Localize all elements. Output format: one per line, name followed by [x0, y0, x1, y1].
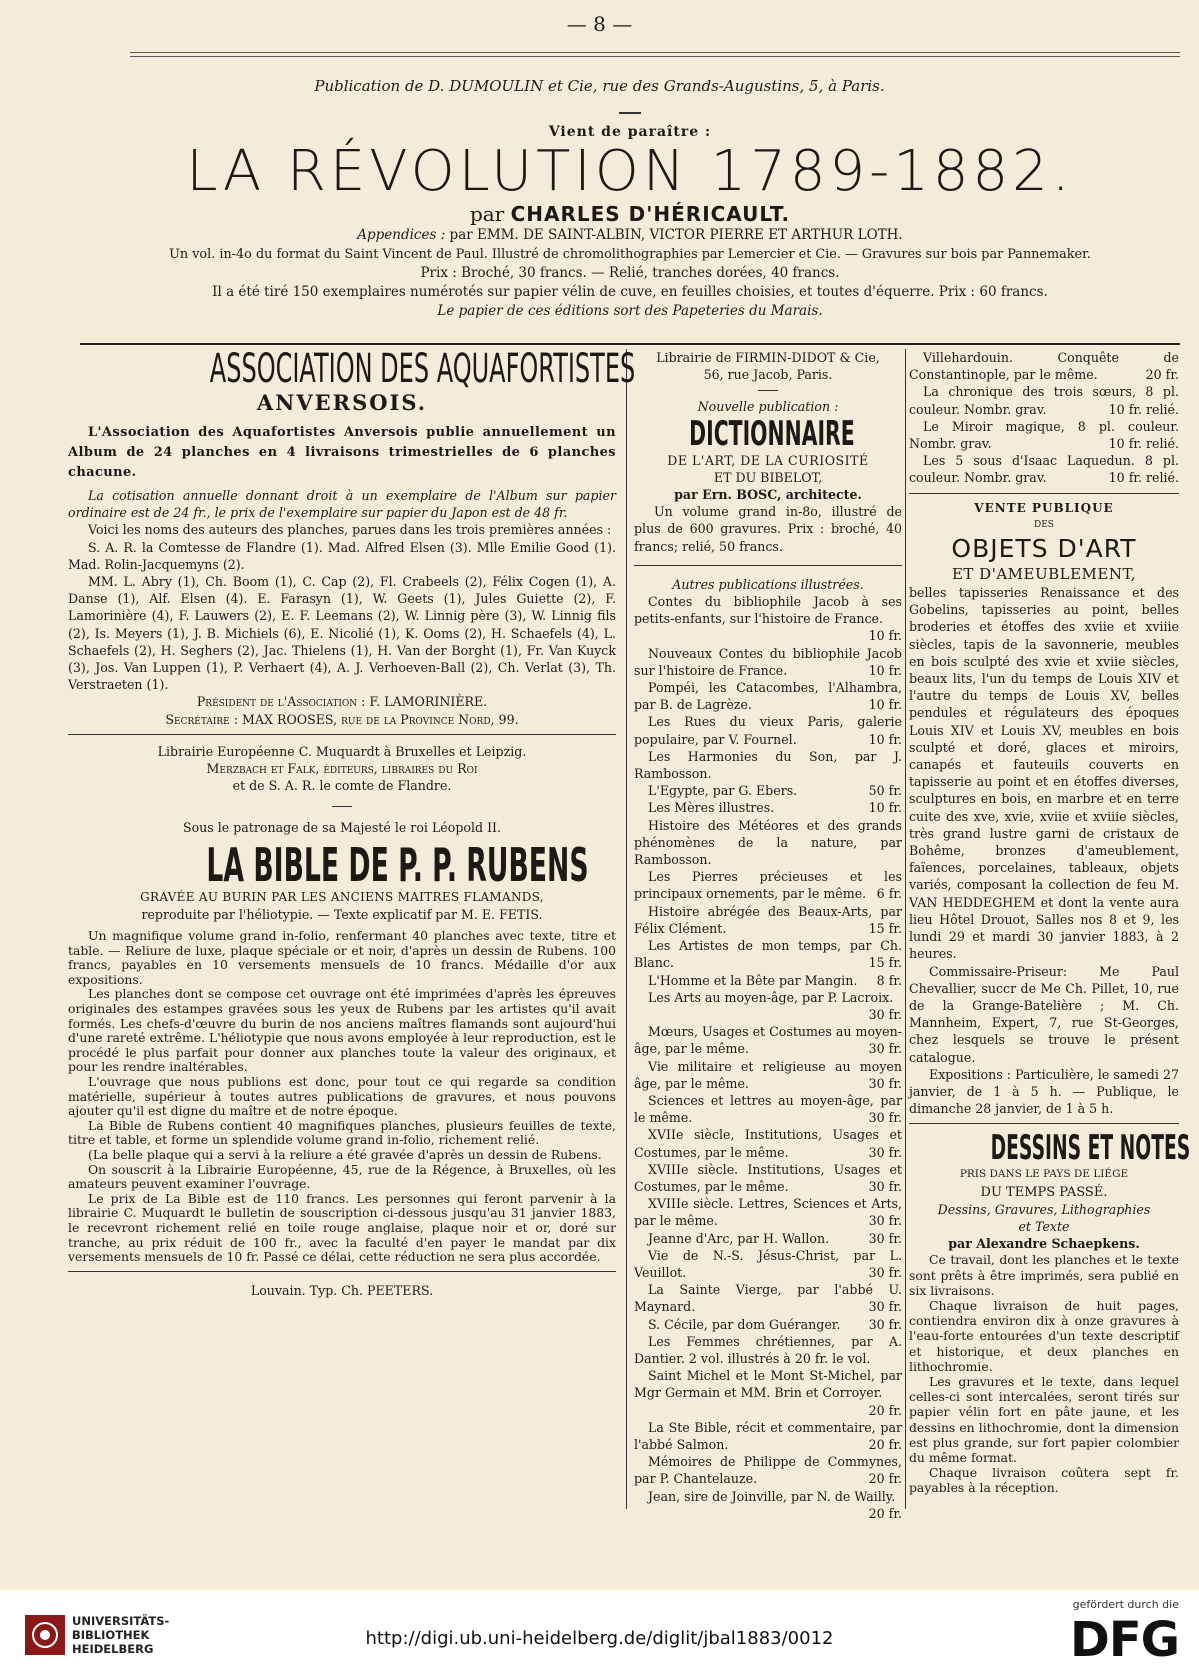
- book-entry-price: 50 fr.: [868, 783, 902, 799]
- book-entry: [634, 1419, 902, 1453]
- column-left: [68, 346, 636, 1299]
- short-rule: [332, 806, 352, 807]
- book-entry-price: 10 fr. relié.: [1108, 470, 1179, 486]
- book-entry-title: Histoire des Météores et des grands phénomènes de la nature, par Rambosson.: [634, 817, 902, 868]
- book-entry-price: 10 fr.: [868, 800, 902, 816]
- column-rule-1: [626, 349, 627, 1509]
- book-entry: [634, 1161, 902, 1195]
- rule: [634, 565, 902, 566]
- format-line: Un vol. in-4o du format du Saint Vincent de Paul. Illustré de chromolithographies par Lemercier et Cie. — Gravures sur bois par Pannemaker.: [169, 247, 1091, 262]
- book-entry: [909, 383, 1179, 417]
- bible-p4: La Bible de Rubens contient 40 magnifiques planches, plusieurs feuilles de texte, titre et table, et forme un splendide volume grand in-folio, richement relié.: [68, 1117, 616, 1148]
- nouvelle-publication: Nouvelle publication :: [697, 399, 839, 415]
- bible-p3: L'ouvrage que nous publions est donc, pour tout ce qui regarde sa condition matérielle, supérieur à toutes autres publications de gravures, et nous pouvons ajouter qu'il est digne du maître et de notre époque.: [68, 1074, 616, 1119]
- column-middle: [634, 349, 902, 1522]
- book-entry-price: 20 fr.: [868, 1402, 902, 1418]
- book-entry: [634, 868, 902, 902]
- book-entry-title: L'Egypte, par G. Ebers.: [648, 783, 798, 799]
- dessins-body: [909, 1252, 1179, 1495]
- book-entry-price: 20 fr.: [868, 1505, 902, 1521]
- muquardt-line1: Librairie Européenne C. Muquardt à Bruxelles et Leipzig.: [157, 743, 527, 759]
- bible-title-wrap: [68, 837, 616, 892]
- vente-p2: Commissaire-Priseur: Me Paul Chevallier, succr de Me Ch. Pillet, 10, rue de la Grange-Batelière ; M. Ch. Mannheim, Expert, 7, rue St-Georges, chez lesquels se trouve le présent catalogue.: [909, 963, 1179, 1065]
- book-entry: [634, 1023, 902, 1057]
- book-entry-price: 30 fr.: [868, 1178, 902, 1194]
- book-entry: [634, 1230, 902, 1247]
- bible-p2: Les planches dont se compose cet ouvrage ont été imprimées d'après les épreuves originales des estampes gravées sous les yeux de Rubens par les artistes qu'il avait formés. Les chefs-d'œuvre du burin de nos anciens maîtres flamands sont aujourd'hui d'une rareté extrême. L'héliotypie que nous avons employée à leur reproduction, est le procédé le plus parfait pour donner aux planches toute la valeur des originaux, et pour les rendre inaltérables.: [68, 986, 616, 1075]
- short-rule: [758, 390, 778, 391]
- book-entry-price: 30 fr.: [868, 1144, 902, 1160]
- assoc-title-wrap: [68, 346, 636, 392]
- book-entry: [634, 972, 902, 989]
- author-name: CHARLES D'HÉRICAULT.: [510, 202, 791, 226]
- book-entry: [634, 1126, 902, 1160]
- dict-subtitle-2: ET DU BIBELOT,: [713, 469, 823, 485]
- book-entry-price: 30 fr.: [868, 1075, 902, 1091]
- bible-p6: On souscrit à la Librairie Européenne, 45, rue de la Régence, à Bruxelles, où les amateurs peuvent examiner l'ouvrage.: [68, 1161, 616, 1192]
- muquardt-line2: Merzbach et Falk, éditeurs, libraires du Roi: [206, 761, 478, 777]
- book-entry-title: XVIIe siècle, Institutions, Usages et Costumes, par le même.: [634, 1127, 902, 1160]
- didot-line1: Librairie de FIRMIN-DIDOT & Cie,: [656, 350, 880, 365]
- book-entry-price: 30 fr.: [868, 1230, 902, 1246]
- permalink-url[interactable]: http://digi.ub.uni-heidelberg.de/diglit/jbal1883/0012: [365, 1628, 834, 1649]
- book-entry-title: Villehardouin. Conquête de Constantinople, par le même.: [909, 350, 1179, 383]
- book-entry-title: La Ste Bible, récit et commentaire, par l'abbé Salmon.: [634, 1419, 902, 1452]
- book-entry-title: Les Femmes chrétiennes, par A. Dantier. 2 vol. illustrés à 20 fr. le vol.: [634, 1333, 902, 1366]
- book-entry-title: Les Mères illustres.: [648, 800, 775, 816]
- book-entry-price: 10 fr. relié.: [1108, 401, 1179, 417]
- rule-top-2: [130, 56, 1180, 57]
- book-entry-title: Mœurs, Usages et Costumes au moyen-âge, par le même.: [634, 1024, 902, 1057]
- book-entry: [634, 1333, 902, 1367]
- schaepkens-author: par Alexandre Schaepkens.: [948, 1236, 1140, 1252]
- book-entry-title: Le Miroir magique, 8 pl. couleur. Nombr. grav.: [909, 418, 1179, 452]
- book-entry: [634, 748, 902, 782]
- book-entry-price: 10 fr.: [868, 628, 902, 644]
- bible-p1: Un magnifique volume grand in-folio, renfermant 40 planches avec texte, titre et table. — Reliure de luxe, plaque spéciale or et noir, d'après un dessin de Rubens. 100 francs, payables en 10 versements mensuels de 10 francs. Médaille d'or aux expositions.: [68, 928, 616, 987]
- publisher-line: Publication de D. DUMOULIN et Cie, rue des Grands-Augustins, 5, à Paris.: [314, 77, 885, 95]
- rule: [909, 493, 1179, 494]
- book-entry: [634, 1092, 902, 1126]
- assoc-secretaire: Secrétaire : MAX ROOSES, rue de la Province Nord, 99.: [165, 711, 519, 727]
- book-entry-title: Les Harmonies du Son, par J. Rambosson.: [634, 748, 902, 782]
- assoc-cotisation: La cotisation annuelle donnant droit à un exemplaire de l'Album sur papier ordinaire est de 24 fr., le prix de l'exemplaire sur papier du Japon est de 48 fr.: [68, 488, 616, 521]
- book-entry: [634, 817, 902, 869]
- des-word: DES: [1034, 519, 1054, 530]
- book-entry-price: 10 fr. relié.: [1108, 436, 1179, 452]
- book-entry: [634, 645, 902, 679]
- book-entry-price: 30 fr.: [868, 1006, 902, 1022]
- vente-publique: VENTE PUBLIQUE: [974, 500, 1114, 515]
- book-entry-title: Les Pierres précieuses et les principaux ornements, par le même.: [634, 869, 902, 902]
- dessins-title-wrap: [909, 1128, 1191, 1169]
- assoc-subtitle: ANVERSOIS.: [256, 390, 428, 415]
- column-rule-2: [905, 349, 906, 1509]
- didot-line2: 56, rue Jacob, Paris.: [703, 367, 833, 383]
- bible-subtitle: GRAVÉE AU BURIN PAR LES ANCIENS MAITRES FLAMANDS,: [140, 889, 544, 904]
- dessins-subtitle: Dessins, Gravures, Lithographies: [937, 1201, 1151, 1217]
- dict-subtitle-1: DE L'ART, DE LA CURIOSITÉ: [667, 452, 869, 468]
- book-list-continued: [909, 349, 1179, 487]
- book-entry-price: 8 fr.: [876, 972, 902, 988]
- book-entry: [634, 989, 902, 1023]
- book-entry-price: 20 fr.: [868, 1471, 902, 1487]
- book-entry: [634, 903, 902, 937]
- header-advert: [80, 100, 1180, 321]
- library-name-line2: BIBLIOTHEK: [72, 1628, 150, 1642]
- book-entry-price: 10 fr.: [868, 731, 902, 747]
- main-title: LA RÉVOLUTION 1789-1882.: [186, 139, 1074, 204]
- book-entry: [634, 937, 902, 971]
- book-entry-title: Pompéi, les Catacombes, l'Alhambra, par B. de Lagrèze.: [634, 680, 902, 713]
- dict-title: DICTIONNAIRE: [689, 413, 855, 454]
- dict-title-wrap: [634, 413, 902, 454]
- book-entry-title: Jean, sire de Joinville, par N. de Wailly.: [648, 1488, 896, 1504]
- book-entry-title: Sciences et lettres au moyen-âge, par le même.: [634, 1092, 902, 1126]
- rule: [68, 1271, 616, 1272]
- assoc-president: Président de l'Association : F. LAMORINIÈRE.: [196, 694, 488, 710]
- luxury-edition-line: Il a été tiré 150 exemplaires numérotés sur papier vélin de cuve, en feuilles choisies, et toutes d'équerre. Prix : 60 francs.: [212, 284, 1048, 300]
- book-entry: [634, 1281, 902, 1315]
- book-entry-price: 10 fr.: [868, 697, 902, 713]
- book-entry: [634, 1453, 902, 1487]
- column-right: [909, 349, 1191, 1496]
- book-entry-title: Mémoires de Philippe de Commynes, par P. Chantelauze.: [634, 1454, 902, 1487]
- et-texte: et Texte: [1018, 1218, 1070, 1234]
- book-entry-price: 15 fr.: [868, 920, 902, 936]
- book-entry-price: 30 fr.: [868, 1213, 902, 1229]
- dessins-p4: Chaque livraison coûtera sept fr. payables à la réception.: [909, 1465, 1179, 1496]
- book-entry: [909, 452, 1179, 486]
- book-entry-title: XVIIIe siècle. Institutions, Usages et Costumes, par le même.: [634, 1161, 902, 1194]
- vient-de-paraitre: Vient de paraître :: [548, 124, 712, 140]
- ameublement: ET D'AMEUBLEMENT,: [951, 565, 1137, 584]
- rule-top-1: [130, 52, 1180, 53]
- dessins-p2: Chaque livraison de huit pages, contiendra environ dix à onze gravures à l'eau-forte entourées d'un texte descriptif et historique, et deux planches en lithochromie.: [909, 1297, 1179, 1374]
- book-entry-title: Contes du bibliophile Jacob à ses petits-enfants, sur l'histoire de France.: [634, 594, 902, 627]
- muquardt-line3: et de S. A. R. le comte de Flandre.: [232, 778, 452, 794]
- library-name-line1: UNIVERSITÄTS-: [72, 1614, 170, 1628]
- price-line: Prix : Broché, 30 francs. — Relié, tranches dorées, 40 francs.: [420, 265, 840, 281]
- appendices-line: [80, 226, 1180, 245]
- book-entry-title: La chronique des trois sœurs, 8 pl. couleur. Nombr. grav.: [909, 384, 1179, 417]
- book-entry-price: 10 fr.: [868, 662, 902, 678]
- printer-line: Louvain. Typ. Ch. PEETERS.: [250, 1282, 434, 1298]
- book-entry-title: La Sainte Vierge, par l'abbé U. Maynard.: [634, 1282, 902, 1315]
- book-entry: [634, 713, 902, 747]
- book-entry-title: Les Rues du vieux Paris, galerie populaire, par V. Fournel.: [634, 714, 902, 747]
- book-entry-price: 30 fr.: [868, 1299, 902, 1315]
- book-entry-title: Les Arts au moyen-âge, par P. Lacroix.: [648, 989, 894, 1005]
- book-entry-title: S. Cécile, par dom Guéranger.: [648, 1316, 841, 1332]
- book-entry-price: 30 fr.: [868, 1316, 902, 1332]
- book-entry: [909, 418, 1179, 452]
- assoc-sar: S. A. R. la Comtesse de Flandre (1). Mad. Alfred Elsen (3). Mlle Emilie Good (1). Mad. Rolin-Jacquemyns (2).: [68, 539, 616, 572]
- book-entry: [634, 1367, 902, 1419]
- book-entry-price: 30 fr.: [868, 1041, 902, 1057]
- book-entry-title: Jeanne d'Arc, par H. Wallon.: [648, 1230, 830, 1246]
- book-entry-title: Nouveaux Contes du bibliophile Jacob sur l'histoire de France.: [634, 645, 902, 678]
- assoc-voici: Voici les noms des auteurs des planches, parues dans les trois premières années :: [88, 522, 612, 538]
- dessins-p1: Ce travail, dont les planches et le texte sont prêts à être imprimés, sera publié en six livraisons.: [909, 1252, 1179, 1298]
- objets-dart: OBJETS D'ART: [951, 534, 1137, 564]
- book-entry-title: Saint Michel et le Mont St-Michel, par Mgr Germain et MM. Brin et Corroyer.: [634, 1368, 902, 1401]
- dessins-p3: Les gravures et le texte, dans lequel celles-ci sont intercalées, seront tirés sur papier vélin fort en pâte jaune, et les dessins en lithochromie, dont la dimension est plus grande, sur fort papier colombier du même format.: [909, 1373, 1179, 1465]
- dessins-title: DESSINS ET NOTES: [990, 1128, 1191, 1169]
- book-entry-title: Les Artistes de mon temps, par Ch. Blanc.: [634, 938, 902, 971]
- book-entry-title: L'Homme et la Bête par Mangin.: [648, 972, 858, 988]
- rule: [68, 734, 616, 735]
- book-entry: [909, 349, 1179, 383]
- bible-p7: Le prix de La Bible est de 110 francs. Les personnes qui feront parvenir à la librairie C. Muquardt le bulletin de souscription ci-dessous jusqu'au 31 janvier 1883, le recevront richement relié en toile rouge anglaise, plaque noir et or, doré sur tranche, au prix réduit de 100 fr., avec la faculté d'en payer le mandat par dix versements mensuels de 10 fr. Passé ce délai, cette réduction ne sera plus accordée.: [68, 1190, 616, 1265]
- book-entry: [634, 1316, 902, 1333]
- author-line: [80, 202, 1180, 226]
- book-entry-title: Vie militaire et religieuse au moyen âge, par le même.: [634, 1058, 902, 1091]
- book-entry: [634, 782, 902, 799]
- funded-by: gefördert durch die: [1072, 1598, 1179, 1611]
- bible-title: LA BIBLE DE P. P. RUBENS: [206, 837, 589, 892]
- book-entry: [634, 593, 902, 645]
- bible-body: [68, 929, 616, 1265]
- book-entry-price: 15 fr.: [868, 955, 902, 971]
- short-dash: [619, 112, 641, 114]
- dict-desc: Un volume grand in-8o, illustré de plus de 600 gravures. Prix : broché, 40 francs; relié, 50 francs.: [634, 504, 902, 554]
- appendices-text: par EMM. DE SAINT-ALBIN, VICTOR PIERRE ET ARTHUR LOTH.: [449, 227, 903, 243]
- book-entry: [634, 679, 902, 713]
- autres-publications: Autres publications illustrées.: [672, 576, 864, 592]
- book-entry-price: 30 fr.: [868, 1264, 902, 1280]
- book-entry-title: Vie de N.-S. Jésus-Christ, par L. Veuillot.: [634, 1247, 902, 1280]
- book-entry-price: 20 fr.: [1145, 367, 1179, 383]
- digitization-footer: [0, 1590, 1199, 1678]
- dfg-logo: DFG: [1069, 1612, 1179, 1668]
- assoc-lead: L'Association des Aquafortistes Anversois publie annuellement un Album de 24 planches en 4 livraisons trimestrielles de 6 planches chacune.: [68, 425, 616, 480]
- temps-passe: DU TEMPS PASSÉ.: [980, 1184, 1108, 1200]
- dict-author: par Ern. BOSC, architecte.: [674, 487, 862, 503]
- vente-p1: belles tapisseries Renaissance et des Gobelins, tapisseries au point, belles broderies et étoffes des xviie et xviiie siècles, tapis de la savonnerie, meubles en bois sculpté des xvie et xviie siècles, beaux lits, l'un du temps de Louis XIV et l'autre du temps de Louis XV, belles pendules et régulateurs des époques Louis XIV et Louis XV, meubles en bois sculpté et doré, glaces et miroirs, canapés et fauteuils couverts en tapisserie au point et en étoffes diverses, sculptures en bois, en marbre et en terre cuite des xve, xvie, xviie et xviiie siècles, très grand lustre garni de cristaux de Bohême, bronzes d'ameublement, faïences, porcelaines, tableaux, objets variés, composant la collection de feu M. VAN HEDDEGHEM et dont la vente aura lieu Hôtel Drouot, Salles nos 8 et 9, les lundi 29 et mardi 30 janvier 1883, à 2 heures.: [909, 585, 1179, 962]
- book-entry: [634, 1058, 902, 1092]
- book-entry-title: Les 5 sous d'Isaac Laquedun. 8 pl. couleur. Nombr. grav.: [909, 453, 1179, 486]
- book-entry-title: XVIIIe siècle. Lettres, Sciences et Arts, par le même.: [634, 1196, 902, 1229]
- patronage-line: Sous le patronage de sa Majesté le roi Léopold II.: [182, 820, 502, 836]
- vente-p3: Expositions : Particulière, le samedi 27 janvier, de 1 à 5 h. — Publique, le dimanche 28 janvier, de 1 à 5 h.: [909, 1066, 1179, 1117]
- rule: [909, 1123, 1179, 1124]
- par-word: par: [469, 202, 505, 226]
- book-entry: [634, 1488, 902, 1522]
- book-entry-price: 20 fr.: [868, 1436, 902, 1452]
- book-entry-title: Histoire abrégée des Beaux-Arts, par Félix Clément.: [634, 903, 902, 936]
- assoc-title: ASSOCIATION DES AQUAFORTISTES: [209, 346, 636, 392]
- bible-subtitle-2: reproduite par l'héliotypie. — Texte explicatif par M. E. FETIS.: [141, 906, 543, 922]
- pris-dans: PRIS DANS LE PAYS DE LIÉGE: [959, 1168, 1129, 1181]
- appendices-label: Appendices :: [357, 227, 446, 243]
- book-list: [634, 593, 902, 1522]
- book-entry-price: 30 fr.: [868, 1110, 902, 1126]
- book-entry: [634, 799, 902, 816]
- paper-line: Le papier de ces éditions sort des Papeteries du Marais.: [437, 303, 823, 319]
- assoc-members: MM. L. Abry (1), Ch. Boom (1), C. Cap (2), Fl. Crabeels (2), Félix Cogen (1), A. Danse (1), Alf. Elsen (4). E. Farasyn (1), W. Geets (1), Jules Guiette (2), F. Lamorinière (4), F. Lauwers (2), E. F. Leemans (2), W. Linnig père (3), W. Linnig fils (2), Is. Meyers (1), J. B. Michiels (6), E. Nicolié (1), K. Ooms (2), H. Schaefels (4), L. Schaefels (2), H. Seghers (2), Jac. Thielens (1), H. Van der Borght (1), Fr. Van Kuyck (3), Jos. Van Luppen (1), P. Verhaert (4), A. J. Verhoeven-Ball (2), Ch. Verlat (3), Th. Verstraeten (1).: [68, 574, 616, 693]
- book-entry: [634, 1247, 902, 1281]
- bible-p5: (La belle plaque qui a servi à la reliure a été gravée d'après un dessin de Rubens.: [88, 1146, 602, 1162]
- section-rule: [80, 343, 1180, 345]
- library-name-line3: HEIDELBERG: [72, 1642, 154, 1656]
- book-entry-price: 6 fr.: [876, 886, 902, 902]
- book-entry: [634, 1195, 902, 1229]
- page-number: — 8 —: [566, 12, 633, 36]
